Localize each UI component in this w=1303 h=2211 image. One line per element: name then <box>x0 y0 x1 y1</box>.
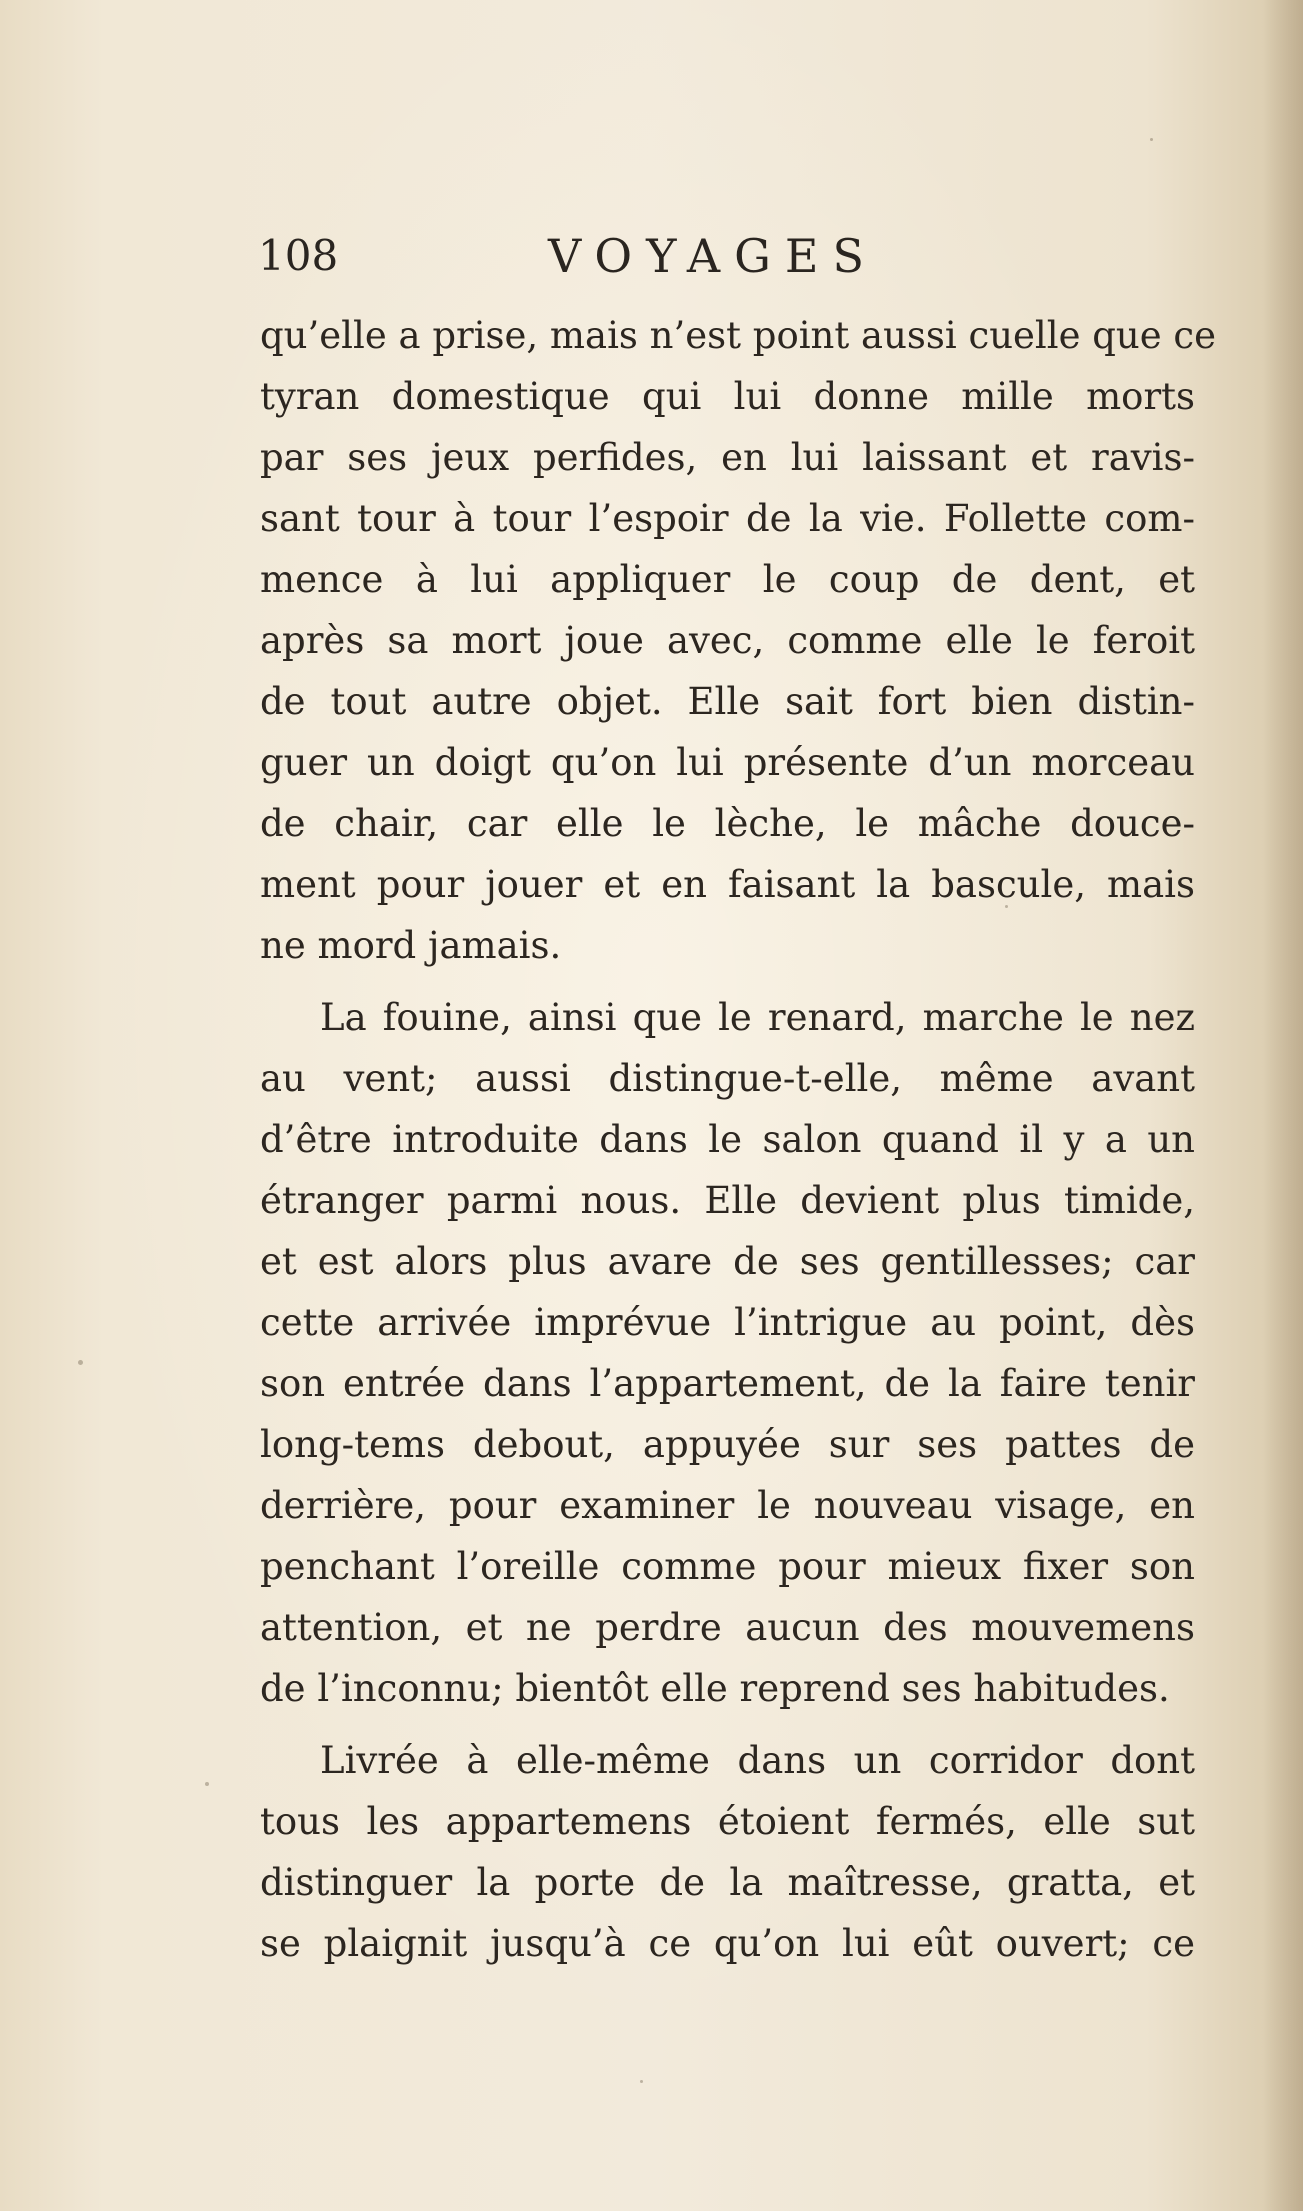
text-line: derrière, pour examiner le nouveau visage, en <box>260 1484 1195 1527</box>
paragraph-first-line: La fouine, ainsi que le renard, marche le nez <box>320 996 1195 1039</box>
paper-speck <box>640 2080 643 2083</box>
text-line: d’être introduite dans le salon quand il y a un <box>260 1118 1195 1161</box>
text-line: penchant l’oreille comme pour mieux fixer son <box>260 1545 1195 1588</box>
paper-speck <box>78 1360 83 1365</box>
text-line: sant tour à tour l’espoir de la vie. Follette com- <box>260 497 1195 540</box>
text-line: ne mord jamais. <box>260 924 562 967</box>
text-line: mence à lui appliquer le coup de dent, et <box>260 558 1195 601</box>
text-line: de l’inconnu; bientôt elle reprend ses habitudes. <box>260 1667 1170 1710</box>
text-line: attention, et ne perdre aucun des mouvemens <box>260 1606 1195 1649</box>
running-title: VOYAGES <box>548 229 878 283</box>
text-line: après sa mort joue avec, comme elle le feroit <box>260 619 1195 662</box>
text-line: au vent; aussi distingue-t-elle, même avant <box>260 1057 1195 1100</box>
text-line: et est alors plus avare de ses gentillesses; car <box>260 1240 1195 1283</box>
text-line: étranger parmi nous. Elle devient plus timide, <box>260 1179 1195 1222</box>
text-line: tyran domestique qui lui donne mille morts <box>260 375 1195 418</box>
text-line: se plaignit jusqu’à ce qu’on lui eût ouvert; ce <box>260 1922 1195 1965</box>
page-header <box>258 226 1198 286</box>
page-number: 108 <box>258 231 339 280</box>
text-line: de chair, car elle le lèche, le mâche douce- <box>260 802 1195 845</box>
paragraph-first-line: Livrée à elle-même dans un corridor dont <box>320 1739 1195 1782</box>
text-line: de tout autre objet. Elle sait fort bien distin- <box>260 680 1195 723</box>
text-line: long-tems debout, appuyée sur ses pattes de <box>260 1423 1195 1466</box>
text-line: cette arrivée imprévue l’intrigue au point, dès <box>260 1301 1195 1344</box>
text-line: distinguer la porte de la maîtresse, gratta, et <box>260 1861 1195 1904</box>
text-line: guer un doigt qu’on lui présente d’un morceau <box>260 741 1195 784</box>
page-edge-shadow <box>1263 0 1303 2211</box>
text-line: son entrée dans l’appartement, de la faire tenir <box>260 1362 1195 1405</box>
paper-speck <box>205 1782 209 1786</box>
text-line: qu’elle a prise, mais n’est point aussi cuelle que ce <box>260 314 1217 357</box>
body-text <box>260 305 1217 1974</box>
text-line: tous les appartemens étoient fermés, elle sut <box>260 1800 1195 1843</box>
text-line: ment pour jouer et en faisant la bascule, mais <box>260 863 1195 906</box>
paper-speck <box>1150 138 1153 141</box>
text-line: par ses jeux perfides, en lui laissant et ravis- <box>260 436 1195 479</box>
